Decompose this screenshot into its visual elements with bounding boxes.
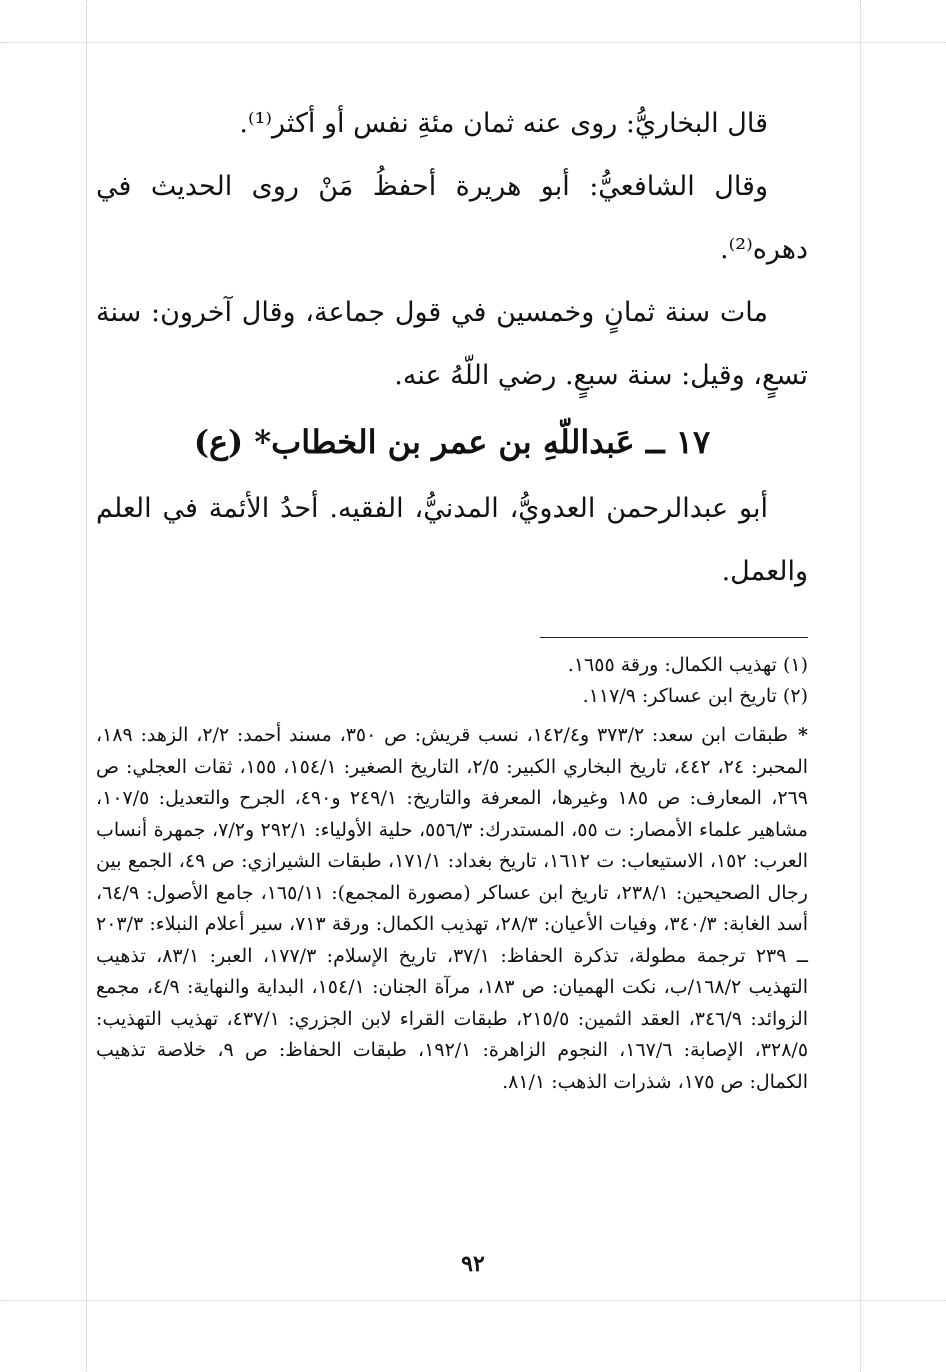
paragraph-death: مات سنة ثمانٍ وخمسين في قول جماعة، وقال آخرون: سنة تسعٍ، وقيل: سنة سبعٍ. رضي اللّهُ عنه. [96, 297, 808, 391]
guide-line-left [86, 0, 87, 1372]
guide-line-right [860, 0, 861, 1372]
page-content [96, 92, 808, 1098]
asterisk-mark: * [798, 724, 808, 746]
paragraph-bukhari: قال البخاريُّ: روى عنه ثمان مئةِ نفس أو أكثر⁽¹⁾. [239, 108, 768, 139]
biography-heading: ١٧ ــ عَبداللّهِ بن عمر بن الخطاب* (ع) [193, 423, 711, 461]
sources-text: طبقات ابن سعد: ٣٧٣/٢ و١٤٢/٤، نسب قريش: ص ٣٥٠، مسند أحمد: ٢/٢، الزهد: ١٨٩، المحبر: ٢٤، ٤٤٢، تاريخ البخاري الكبير: ٢/٥، التاريخ الصغير: ١٥٤/١، ١٥٥، ثقات العجلي: ص ٢٦٩، المعارف: ص ١٨٥ وغيرها، المعرفة والتاريخ: ٢٤٩/١ و٤٩٠، الجرح والتعديل: ١٠٧/٥، مشاهير علماء الأمصار: ت ٥٥، المستدرك: ٥٥٦/٣، حلية الأولياء: ٢٩٢/١ و٧/٢، جمهرة أنساب العرب: ١٥٢، الاستيعاب: ت ١٦١٢، تاريخ بغداد: ١٧١/١، طبقات الشيرازي: ص ٤٩، الجمع بين رجال الصحيحين: ٢٣٨/١، تاريخ ابن عساكر (مصورة المجمع): ١٦٥/١١، جامع الأصول: ٦٤/٩، أسد الغابة: ٣٤٠/٣، وفيات الأعيان: ٢٨/٣، تهذيب الكمال: ورقة ٧١٣، سير أعلام النبلاء: ٢٠٣/٣ ــ ٢٣٩ ترجمة مطولة، تذكرة الحفاظ: ٣٧/١، تاريخ الإسلام: ١٧٧/٣، العبر: ٨٣/١، تذهيب التهذيب ١٦٨/٢/ب، نكت الهميان: ص ١٨٣، مرآة الجنان: ١٥٤/١، البداية والنهاية: ٤/٩، مجمع الزوائد: ٣٤٦/٩، العقد الثمين: ٢١٥/٥، طبقات القراء لابن الجزري: ٤٣٧/١، تهذيب التهذيب: ٣٢٨/٥، الإصابة: ١٦٧/٦، النجوم الزاهرة: ١٩٢/١، طبقات الحفاظ: ص ٩، خلاصة تذهيب الكمال: ص ١٧٥، شذرات الذهب: ٨١/١. [96, 724, 809, 1093]
footnote-separator [540, 637, 808, 638]
footnote-sources [96, 720, 808, 1098]
guide-line-top [0, 42, 946, 43]
guide-line-bottom [0, 1300, 946, 1301]
footnote-2: (٢) تاريخ ابن عساكر: ١١٧/٩. [582, 685, 808, 707]
footnote-1: (١) تهذيب الكمال: ورقة ١٦٥٥. [567, 654, 808, 676]
paragraph-shafii: وقال الشافعيُّ: أبو هريرة أحفظُ مَنْ روى الحديث في دهره⁽²⁾. [96, 171, 808, 265]
paragraph-bio: أبو عبدالرحمن العدويُّ، المدنيُّ، الفقيه. أحدُ الأئمة في العلم والعمل. [96, 493, 808, 587]
page-number: ٩٢ [461, 1251, 485, 1277]
